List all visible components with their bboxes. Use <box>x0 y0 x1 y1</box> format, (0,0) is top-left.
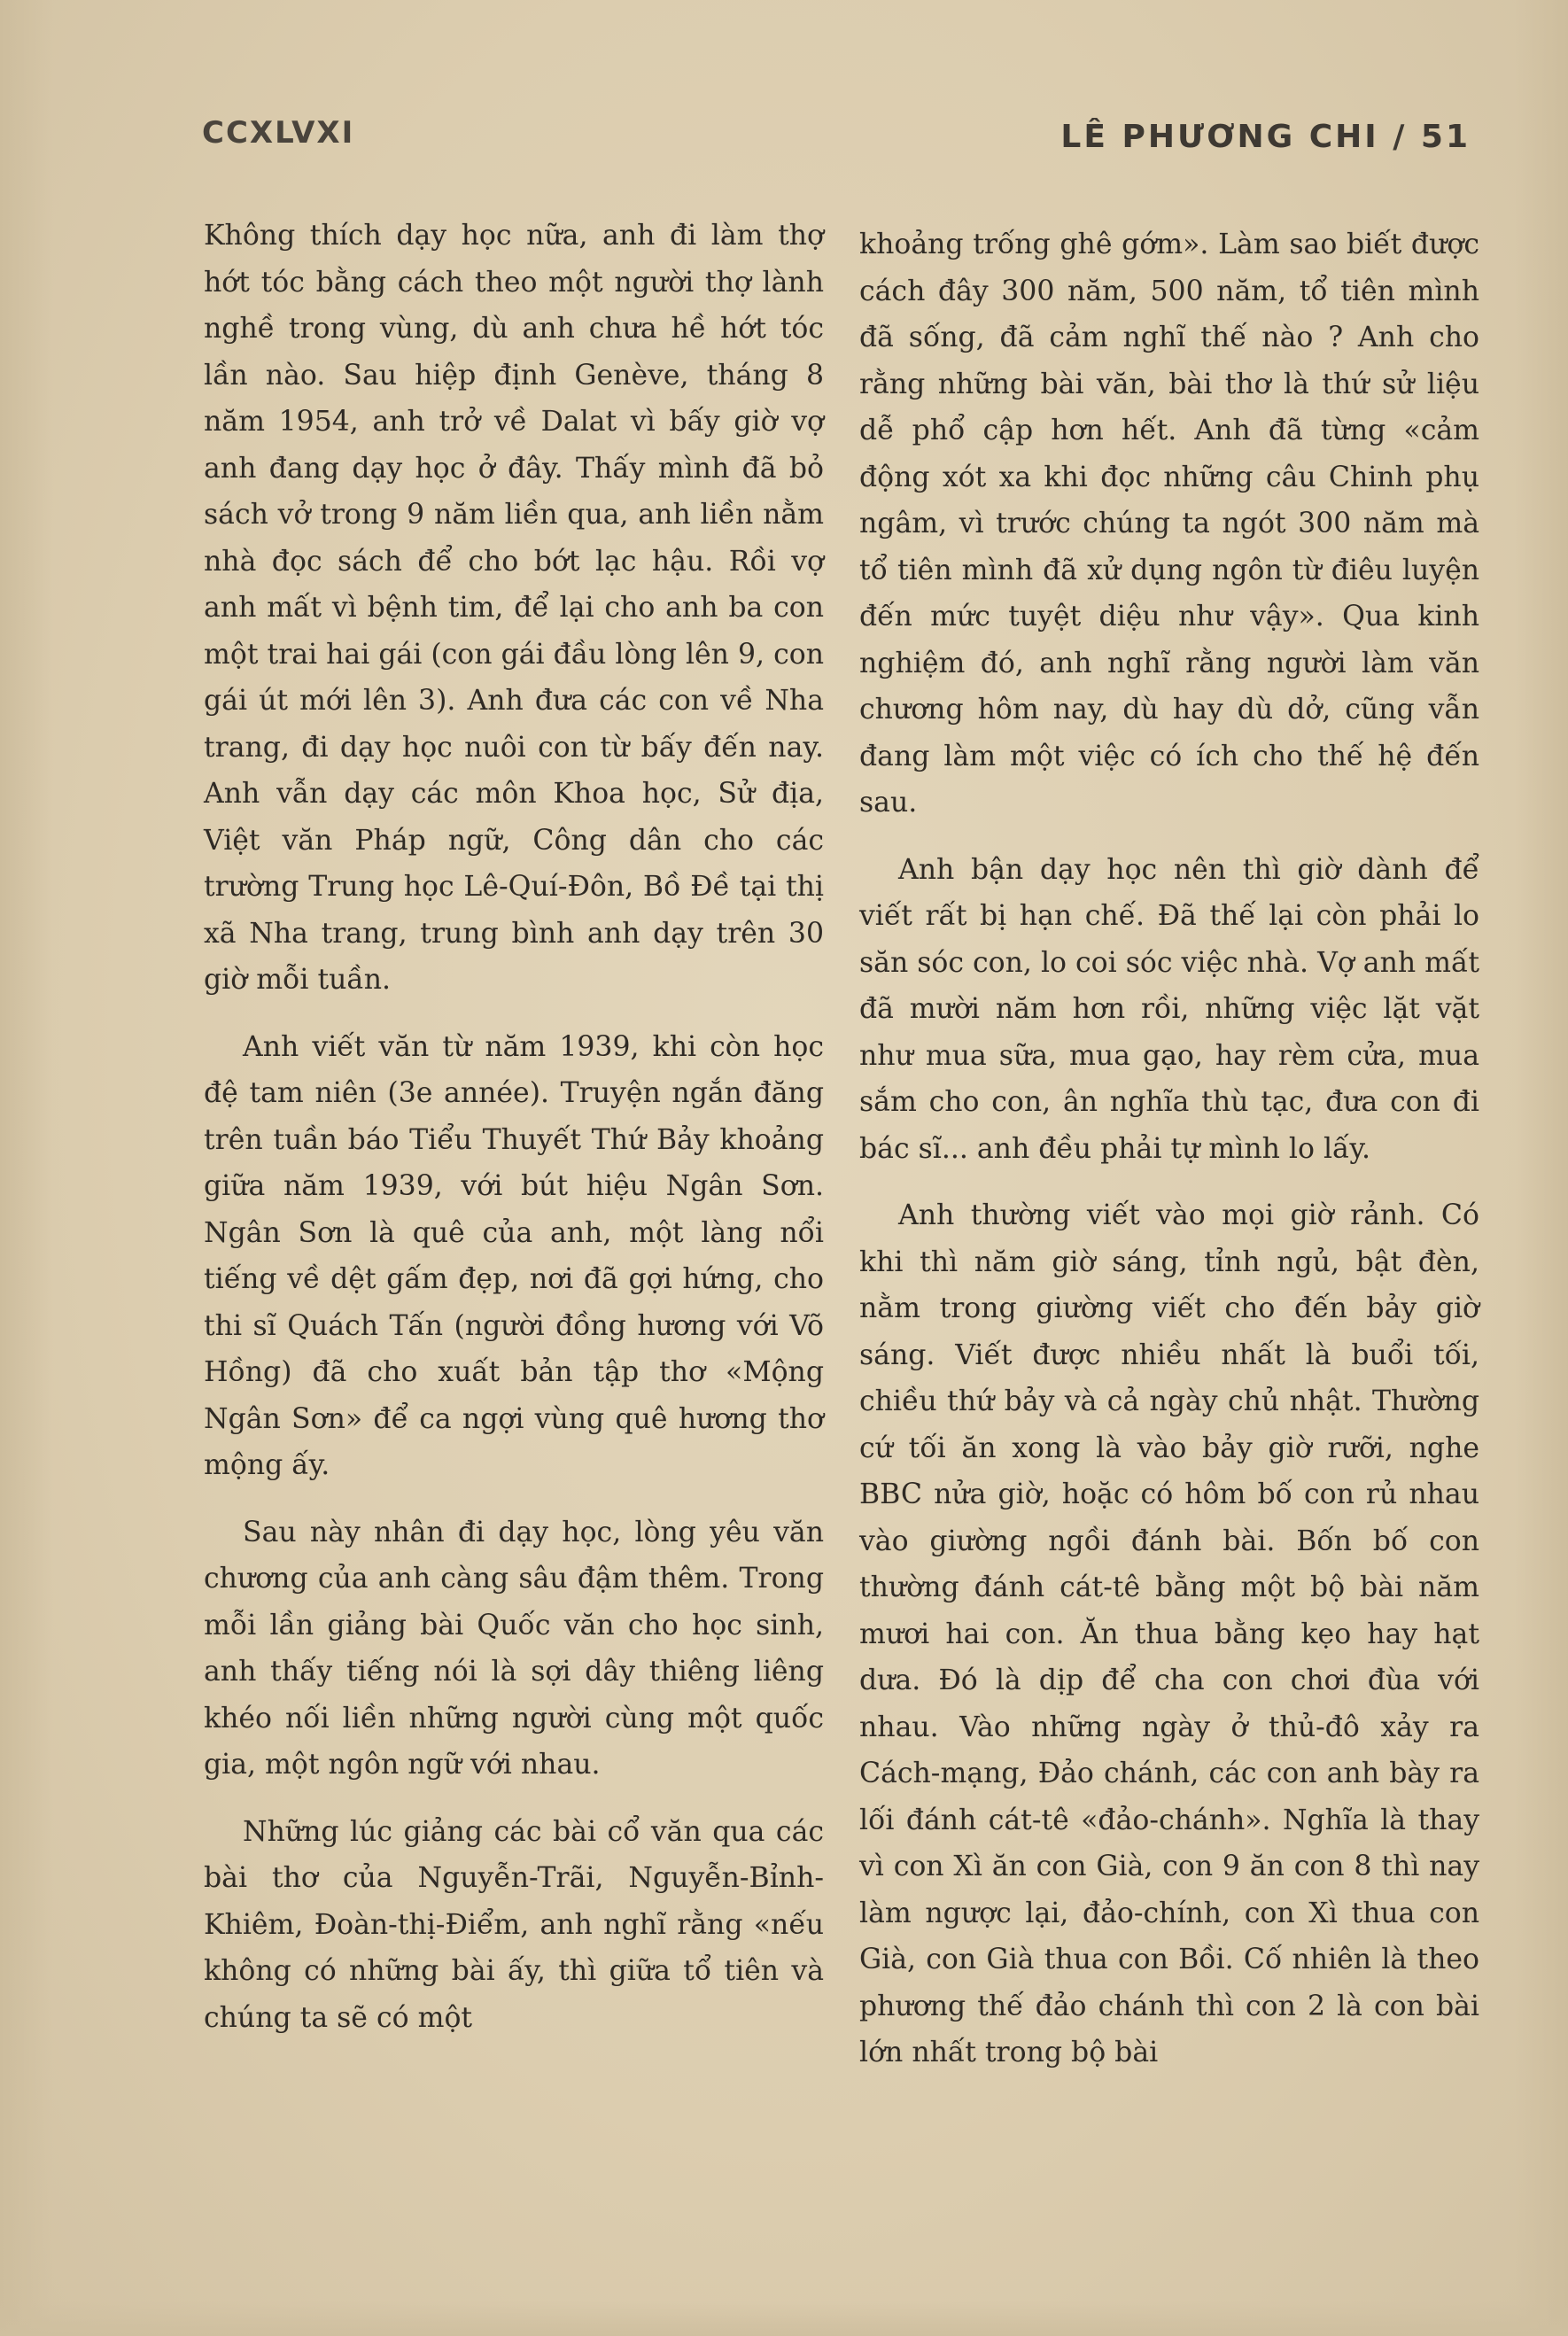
paragraph: Anh thường viết vào mọi giờ rảnh. Có khi thì năm giờ sáng, tỉnh ngủ, bật đèn, nằm trong giường viết cho đến bảy giờ sáng. Viết được nhiều nhất là buổi tối, chiều thứ bảy và cả ngày chủ nhật. Thường cứ tối ăn xong là vào bảy giờ rưỡi, nghe BBC nửa giờ, hoặc có hôm bố con rủ nhau vào giường ngồi đánh bài. Bốn bố con thường đánh cát-tê bằng một bộ bài năm mươi hai con. Ăn thua bằng kẹo hay hạt dưa. Đó là dịp để cha con chơi đùa với nhau. Vào những ngày ở thủ-đô xảy ra Cách-mạng, Đảo chánh, các con anh bày ra lối đánh cát-tê «đảo-chánh». Nghĩa là thay vì con Xì ăn con Già, con 9 ăn con 8 thì nay làm ngược lại, đảo-chính, con Xì thua con Già, con Già thua con Bồi. Cố nhiên là theo phương thế đảo chánh thì con 2 là con bài lớn nhất trong bộ bài <box>859 1199 1479 2068</box>
paragraph: Không thích dạy học nữa, anh đi làm thợ hớt tóc bằng cách theo một người thợ lành nghề trong vùng, dù anh chưa hề hớt tóc lần nào. Sau hiệp định Genève, tháng 8 năm 1954, anh trở về Dalat vì bấy giờ vợ anh đang dạy học ở đây. Thấy mình đã bỏ sách vở trong 9 năm liền qua, anh liền nằm nhà đọc sách để cho bớt lạc hậu. Rồi vợ anh mất vì bệnh tim, để lại cho anh ba con một trai hai gái (con gái đầu lòng lên 9, con gái út mới lên 3). Anh đưa các con về Nha trang, đi dạy học nuôi con từ bấy đến nay. Anh vẫn dạy các môn Khoa học, Sử địa, Việt văn Pháp ngữ, Công dân cho các trường Trung học Lê-Quí-Đôn, Bồ Đề tại thị xã Nha trang, trung bình anh dạy trên 30 giờ mỗi tuần. <box>204 220 824 996</box>
paragraph: Những lúc giảng các bài cổ văn qua các bài thơ của Nguyễn-Trãi, Nguyễn-Bỉnh-Khiêm, Đoàn-thị-Điểm, anh nghĩ rằng «nếu không có những bài ấy, thì giữa tổ tiên và chúng ta sẽ có một <box>204 1815 824 2034</box>
text-column-left <box>204 213 824 2041</box>
page-header <box>202 106 1471 159</box>
text-column-right <box>859 221 1479 2076</box>
page-edge-shadow-left <box>0 0 53 2336</box>
paragraph: khoảng trống ghê gớm». Làm sao biết được cách đây 300 năm, 500 năm, tổ tiên mình đã sống, đã cảm nghĩ thế nào ? Anh cho rằng những bài văn, bài thơ là thứ sử liệu dễ phổ cập hơn hết. Anh đã từng «cảm động xót xa khi đọc những câu Chinh phụ ngâm, vì trước chúng ta ngót 300 năm mà tổ tiên mình đã xử dụng ngôn từ điêu luyện đến mức tuyệt diệu như vậy». Qua kinh nghiệm đó, anh nghĩ rằng người làm văn chương hôm nay, dù hay dù dở, cũng vẫn đang làm một việc có ích cho thế hệ đến sau. <box>859 229 1479 819</box>
paragraph: Anh bận dạy học nên thì giờ dành để viết rất bị hạn chế. Đã thế lại còn phải lo săn sóc con, lo coi sóc việc nhà. Vợ anh mất đã mười năm hơn rồi, những việc lặt vặt như mua sữa, mua gạo, hay rèm cửa, mua sắm cho con, ân nghĩa thù tạc, đưa con đi bác sĩ... anh đều phải tự mình lo lấy. <box>859 853 1479 1165</box>
folio-number: CCXLVXI <box>202 115 355 151</box>
page-edge-shadow-bottom <box>0 2301 1568 2336</box>
running-head: LÊ PHƯƠNG CHI / 51 <box>1060 119 1471 155</box>
paragraph: Anh viết văn từ năm 1939, khi còn học đệ tam niên (3e année). Truyện ngắn đăng trên tuần báo Tiểu Thuyết Thứ Bảy khoảng giữa năm 1939, với bút hiệu Ngân Sơn. Ngân Sơn là quê của anh, một làng nổi tiếng về dệt gấm đẹp, nơi đã gợi hứng, cho thi sĩ Quách Tấn (người đồng hương với Võ Hồng) đã cho xuất bản tập thơ «Mộng Ngân Sơn» để ca ngợi vùng quê hương thơ mộng ấy. <box>204 1030 824 1481</box>
paragraph: Sau này nhân đi dạy học, lòng yêu văn chương của anh càng sâu đậm thêm. Trong mỗi lần giảng bài Quốc văn cho học sinh, anh thấy tiếng nói là sợi dây thiêng liêng khéo nối liền những người cùng một quốc gia, một ngôn ngữ với nhau. <box>204 1516 824 1781</box>
page-edge-shadow-right <box>1515 0 1568 2336</box>
